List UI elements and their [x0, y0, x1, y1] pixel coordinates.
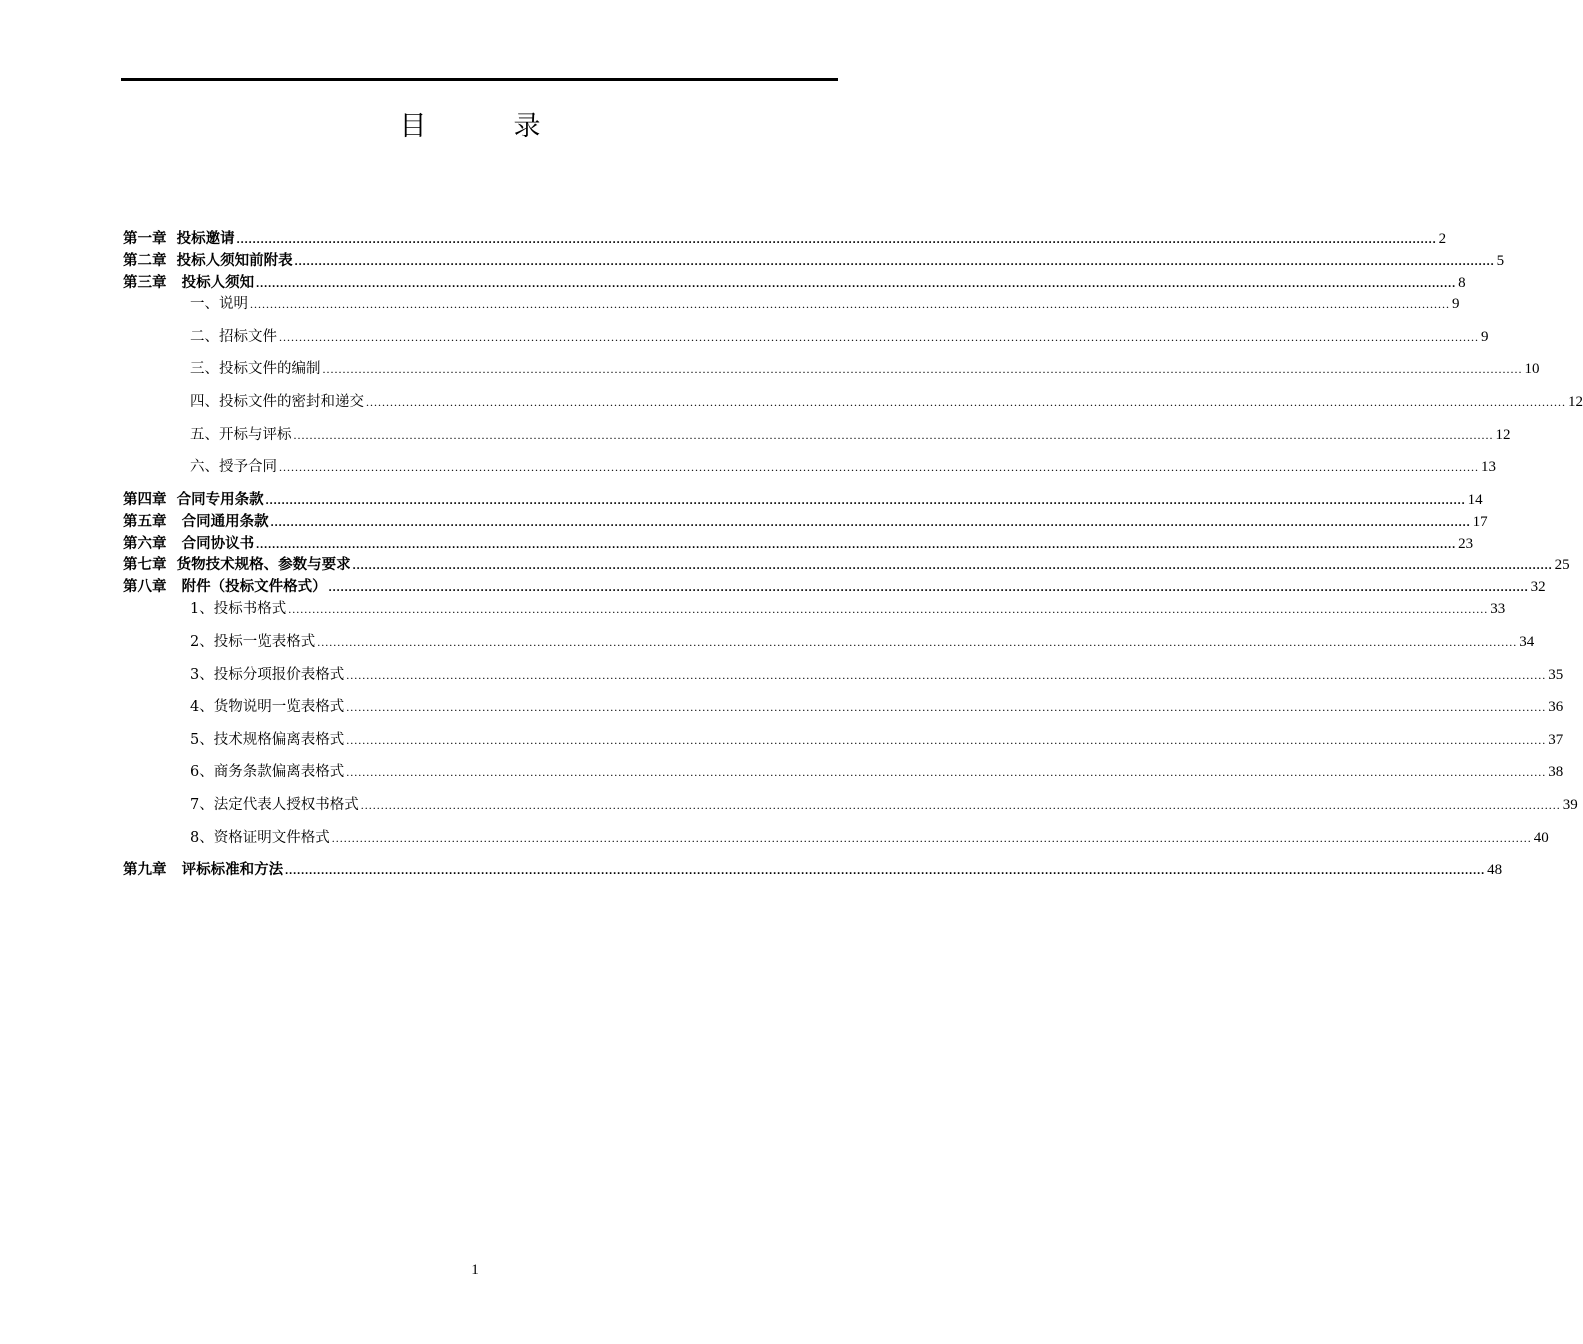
toc-entry-section[interactable] — [190, 359, 1540, 379]
toc-leader-dots: ............................................................................................................................................................................................................................................................................................................ — [346, 668, 1547, 682]
toc-page-number: 8 — [1458, 275, 1466, 291]
toc-page-number: 48 — [1487, 862, 1503, 878]
toc-leader-dots: ............................................................................................................................................................................................................................................................................................................ — [265, 493, 1466, 507]
toc-leader-dots: ............................................................................................................................................................................................................................................................................................................ — [279, 330, 1479, 344]
toc-leader-dots: ............................................................................................................................................................................................................................................................................................................ — [256, 276, 1457, 290]
toc-label: 第八章 附件（投标文件格式） — [123, 579, 327, 595]
toc-leader-dots: ............................................................................................................................................................................................................................................................................................................ — [256, 537, 1457, 551]
toc-entry-chapter-7[interactable] — [123, 555, 1570, 575]
toc-label: 三、投标文件的编制 — [190, 361, 321, 377]
toc-leader-dots: ............................................................................................................................................................................................................................................................................................................ — [346, 765, 1547, 779]
toc-page-number: 9 — [1452, 296, 1460, 312]
toc-label: 第四章 合同专用条款 — [123, 492, 264, 508]
toc-entry-section[interactable] — [190, 697, 1564, 717]
toc-label: 五、开标与评标 — [190, 427, 292, 443]
toc-entry-section[interactable] — [190, 425, 1511, 445]
toc-page-number: 5 — [1496, 253, 1505, 269]
toc-leader-dots: ............................................................................................................................................................................................................................................................................................................ — [317, 635, 1518, 649]
toc-entry-section[interactable] — [190, 457, 1496, 477]
toc-label: 6、商务条款偏离表格式 — [190, 764, 345, 780]
toc-entry-section[interactable] — [190, 294, 1460, 314]
toc-page-number: 10 — [1524, 361, 1540, 377]
toc-leader-dots: ............................................................................................................................................................................................................................................................................................................ — [250, 297, 1450, 311]
toc-page-number: 38 — [1548, 764, 1564, 780]
toc-entry-section[interactable] — [190, 327, 1489, 347]
toc-leader-dots: ............................................................................................................................................................................................................................................................................................................ — [322, 362, 1523, 376]
toc-label: 8、资格证明文件格式 — [190, 830, 330, 846]
toc-page-number: 25 — [1554, 557, 1570, 573]
toc-leader-dots: ............................................................................................................................................................................................................................................................................................................ — [331, 831, 1532, 845]
toc-entry-chapter-2[interactable] — [123, 251, 1505, 271]
toc-entry-section[interactable] — [190, 599, 1506, 619]
toc-entry-chapter-5[interactable] — [123, 512, 1488, 532]
toc-leader-dots: ............................................................................................................................................................................................................................................................................................................ — [352, 558, 1553, 572]
toc-page-number: 9 — [1481, 329, 1489, 345]
toc-leader-dots: ............................................................................................................................................................................................................................................................................................................ — [236, 232, 1437, 246]
toc-label: 第一章 投标邀请 — [123, 231, 235, 247]
toc-page-number: 39 — [1562, 797, 1578, 813]
toc-leader-dots: ............................................................................................................................................................................................................................................................................................................ — [270, 515, 1471, 529]
toc-leader-dots: ............................................................................................................................................................................................................................................................................................................ — [360, 798, 1561, 812]
toc-entry-section[interactable] — [190, 762, 1564, 782]
toc-page-number: 36 — [1548, 699, 1564, 715]
toc-page-number: 40 — [1533, 830, 1549, 846]
toc-page-number: 34 — [1519, 634, 1535, 650]
toc-leader-dots: ............................................................................................................................................................................................................................................................................................................ — [366, 395, 1566, 409]
toc-label: 1、投标书格式 — [190, 601, 287, 617]
toc-label: 第六章 合同协议书 — [123, 536, 255, 552]
toc-entry-chapter-1[interactable] — [123, 229, 1447, 249]
toc-label: 第七章 货物技术规格、参数与要求 — [123, 557, 351, 573]
toc-label: 第三章 投标人须知 — [123, 275, 255, 291]
toc-leader-dots: ............................................................................................................................................................................................................................................................................................................ — [285, 863, 1486, 877]
toc-label: 二、招标文件 — [190, 329, 277, 345]
toc-label: 5、技术规格偏离表格式 — [190, 732, 345, 748]
toc-page-number: 17 — [1472, 514, 1488, 530]
toc-label: 第九章 评标标准和方法 — [123, 862, 284, 878]
toc-entry-section[interactable] — [190, 632, 1535, 652]
toc-leader-dots: ............................................................................................................................................................................................................................................................................................................ — [293, 428, 1494, 442]
toc-label: 六、授予合同 — [190, 459, 277, 475]
toc-leader-dots: ............................................................................................................................................................................................................................................................................................................ — [346, 700, 1547, 714]
toc-page-number: 14 — [1467, 492, 1483, 508]
toc-page-number: 13 — [1481, 459, 1496, 475]
page-title: 目 录 — [399, 111, 571, 142]
toc-leader-dots: ............................................................................................................................................................................................................................................................................................................ — [346, 733, 1547, 747]
toc-entry-section[interactable] — [190, 795, 1578, 815]
toc-leader-dots: ............................................................................................................................................................................................................................................................................................................ — [294, 254, 1495, 268]
toc-label: 7、法定代表人授权书格式 — [190, 797, 359, 813]
toc-entry-chapter-6[interactable] — [123, 534, 1474, 554]
toc-label: 第五章 合同通用条款 — [123, 514, 269, 530]
toc-entry-section[interactable] — [190, 828, 1549, 848]
toc-leader-dots: ............................................................................................................................................................................................................................................................................................................ — [288, 602, 1489, 616]
toc-entry-section[interactable] — [190, 665, 1564, 685]
toc-page-number: 23 — [1458, 536, 1474, 552]
toc-entry-chapter-4[interactable] — [123, 490, 1483, 510]
toc-entry-chapter-9[interactable] — [123, 860, 1503, 880]
toc-page-number: 2 — [1438, 231, 1447, 247]
footer-page-number: 1 — [471, 1262, 479, 1278]
toc-label: 一、说明 — [190, 296, 248, 312]
toc-label: 四、投标文件的密封和递交 — [190, 394, 364, 410]
toc-leader-dots: ............................................................................................................................................................................................................................................................................................................ — [279, 460, 1479, 474]
toc-page-number: 12 — [1495, 427, 1511, 443]
toc-page-number: 33 — [1490, 601, 1506, 617]
toc-entry-chapter-3[interactable] — [123, 273, 1466, 293]
toc-page-number: 37 — [1548, 732, 1564, 748]
toc-label: 2、投标一览表格式 — [190, 634, 316, 650]
toc-entry-chapter-8[interactable] — [123, 577, 1546, 597]
toc-label: 第二章 投标人须知前附表 — [123, 253, 293, 269]
toc-page-number: 35 — [1548, 667, 1564, 683]
toc-page-number: 32 — [1530, 579, 1546, 595]
toc-label: 3、投标分项报价表格式 — [190, 667, 345, 683]
toc-entry-section[interactable] — [190, 730, 1564, 750]
toc-page-number: 12 — [1568, 394, 1583, 410]
toc-entry-section[interactable] — [190, 392, 1583, 412]
toc-label: 4、货物说明一览表格式 — [190, 699, 345, 715]
toc-leader-dots: ............................................................................................................................................................................................................................................................................................................ — [328, 580, 1529, 594]
